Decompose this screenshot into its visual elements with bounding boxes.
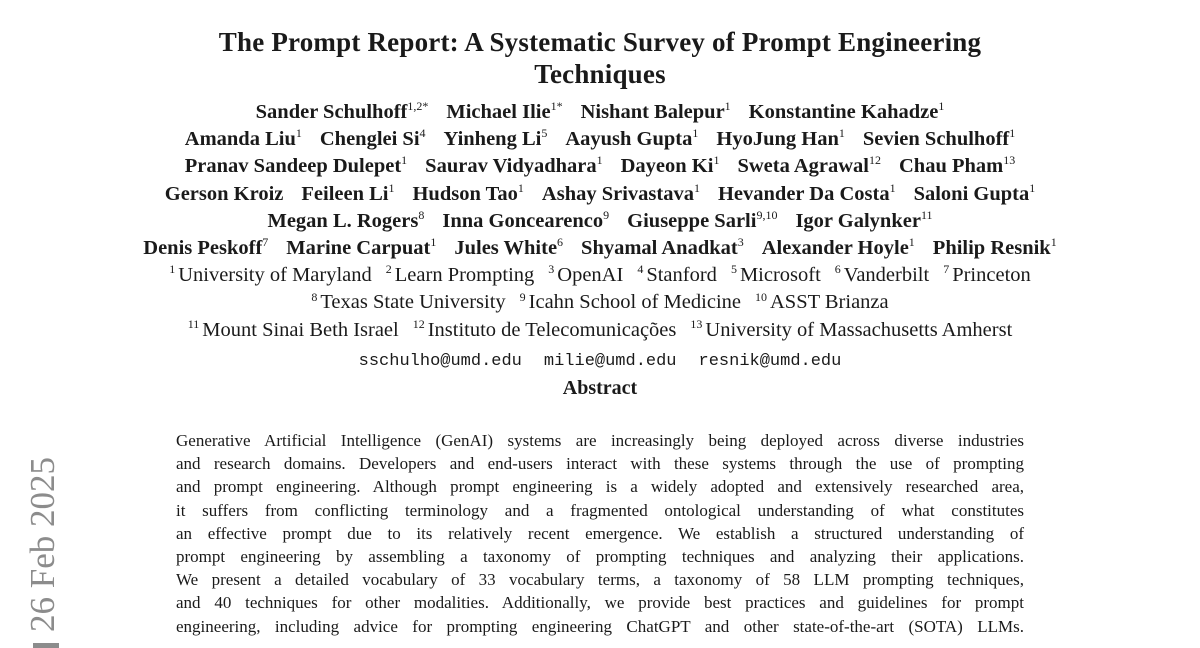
author-entry	[320, 128, 426, 150]
author-name: Sweta Agrawal	[737, 155, 869, 178]
author-entry	[267, 207, 425, 232]
abstract-line: prompt engineering by assembling a taxonomy of prompting techniques and analyzing their applications.	[176, 547, 1024, 567]
author-name: Hudson Tao	[412, 182, 518, 205]
author-entry	[185, 155, 407, 177]
author-entry	[301, 180, 395, 205]
affiliation-line	[0, 262, 1200, 289]
arxiv-date-watermark: 26 Feb 2025	[23, 457, 62, 632]
affiliation-number: 3	[548, 262, 555, 277]
author-name: Yinheng Li	[443, 128, 542, 151]
author-name: Megan L. Rogers	[267, 209, 419, 232]
author-name: Dayeon Ki	[620, 155, 714, 178]
author-line	[0, 235, 1200, 262]
author-line	[0, 126, 1200, 153]
author-affiliation-superscript: 3	[737, 235, 744, 250]
affiliation-name: Icahn School of Medicine	[528, 291, 741, 314]
author-line	[0, 153, 1200, 180]
affiliation-item	[690, 316, 1013, 341]
author-name: Marine Carpuat	[286, 237, 431, 260]
affiliation-number: 10	[755, 289, 767, 304]
author-entry	[446, 101, 562, 123]
affiliation-item	[731, 264, 821, 286]
affiliation-name: University of Massachusetts Amherst	[705, 318, 1013, 341]
author-affiliation-superscript: 1	[430, 235, 437, 250]
author-entry	[256, 101, 429, 123]
affiliation-item	[169, 264, 372, 286]
author-affiliation-superscript: 1	[596, 153, 603, 168]
author-name: Sander Schulhoff	[255, 101, 408, 123]
author-affiliation-superscript: 1	[838, 126, 845, 141]
affiliation-line	[0, 317, 1200, 344]
watermark-clipped-glyph	[33, 643, 59, 648]
author-entry	[863, 128, 1015, 150]
abstract-line: and 40 techniques for other modalities. Additionally, we provide best practices and guidelines for prompt	[176, 593, 1024, 613]
affiliation-number: 2	[385, 262, 392, 277]
affiliation-number: 1	[169, 262, 176, 277]
author-affiliation-superscript: 1*	[550, 99, 563, 114]
author-entry	[716, 128, 844, 150]
affiliation-name: Microsoft	[739, 264, 821, 287]
affiliation-name: Instituto de Telecomunicações	[427, 318, 677, 341]
author-name: Gerson Kroiz	[164, 182, 284, 205]
paper-title	[0, 26, 1200, 90]
author-affiliation-superscript: 9	[603, 207, 610, 222]
author-name: HyoJung Han	[716, 128, 839, 151]
affiliation-name: ASST Brianza	[770, 291, 889, 314]
author-affiliation-superscript: 5	[541, 126, 548, 141]
author-name: Sevien Schulhoff	[862, 128, 1010, 151]
author-name: Hevander Da Costa	[717, 182, 890, 205]
affiliation-number: 13	[690, 316, 703, 331]
affiliation-name: Texas State University	[320, 291, 506, 314]
author-name: Saloni Gupta	[913, 182, 1030, 205]
author-entry	[412, 180, 524, 205]
abstract-line: We present a detailed vocabulary of 33 vocabulary terms, a taxonomy of 58 LLM prompting techniques,	[176, 570, 1024, 590]
author-line	[0, 99, 1200, 126]
author-entry	[541, 180, 700, 205]
author-entry	[762, 237, 915, 259]
affiliation-number: 12	[412, 316, 425, 331]
affiliation-number: 11	[187, 316, 200, 331]
affiliation-name: Learn Prompting	[394, 264, 535, 287]
affiliation-name: Stanford	[646, 264, 717, 287]
affiliation-name: OpenAI	[557, 264, 624, 287]
author-name: Shyamal Anadkat	[581, 237, 738, 260]
author-affiliation-superscript: 9,10	[756, 207, 778, 222]
author-entry	[933, 237, 1057, 259]
author-entry	[899, 155, 1015, 177]
affiliation-number: 9	[519, 289, 526, 304]
author-affiliation-superscript: 13	[1003, 153, 1016, 168]
affiliation-name: Vanderbilt	[843, 264, 930, 287]
affiliation-item	[637, 264, 717, 286]
author-entry	[621, 155, 720, 177]
author-affiliation-superscript: 1	[517, 180, 524, 195]
affiliation-item	[943, 264, 1031, 286]
email-address: resnik@umd.edu	[698, 352, 842, 371]
author-entry	[286, 237, 436, 259]
affiliation-number: 5	[730, 262, 737, 277]
abstract-line: it suffers from conflicting terminology and a fragmented ontological understanding of what constitutes	[176, 500, 1024, 520]
affiliation-item	[835, 264, 929, 286]
author-entry	[717, 180, 896, 205]
abstract-line: and prompt engineering. Although prompt engineering is a widely adopted and extensively researched area,	[176, 477, 1024, 497]
author-affiliation-superscript: 1	[724, 99, 731, 114]
author-affiliation-superscript: 7	[262, 235, 269, 250]
author-name: Pranav Sandeep Dulepet	[184, 155, 402, 178]
author-affiliation-superscript: 1	[713, 153, 720, 168]
author-affiliation-superscript: 1	[692, 126, 699, 141]
affiliation-number: 4	[637, 262, 644, 277]
affiliation-name: University of Maryland	[178, 264, 372, 287]
affiliation-item	[755, 291, 889, 313]
affiliation-item	[548, 264, 623, 286]
abstract-body	[176, 429, 1024, 638]
author-affiliation-superscript: 8	[418, 207, 425, 222]
author-affiliation-superscript: 4	[419, 126, 426, 141]
author-name: Giuseppe Sarli	[627, 209, 757, 232]
affiliation-name: Princeton	[952, 264, 1031, 287]
author-name: Inna Goncearenco	[442, 209, 604, 232]
author-entry	[444, 128, 548, 150]
author-name: Denis Peskoff	[143, 237, 263, 260]
affiliation-item	[412, 316, 677, 341]
author-entry	[581, 101, 731, 123]
author-affiliation-superscript: 1	[889, 180, 896, 195]
author-entry	[425, 155, 602, 177]
contact-emails	[0, 352, 1200, 371]
author-affiliation-superscript: 11	[920, 207, 933, 222]
author-name: Konstantine Kahadze	[748, 101, 939, 123]
paper-title-line2: Techniques	[534, 59, 666, 89]
author-name: Philip Resnik	[932, 237, 1051, 260]
paper-title-line1: The Prompt Report: A Systematic Survey of Prompt Engineering	[218, 27, 982, 57]
author-affiliation-superscript: 1	[1009, 126, 1016, 141]
author-affiliation-superscript: 1	[938, 99, 945, 114]
author-name: Igor Galynker	[795, 209, 921, 232]
author-entry	[627, 207, 778, 232]
author-name: Jules White	[454, 237, 558, 260]
author-affiliation-superscript: 1	[401, 153, 408, 168]
author-name: Aayush Gupta	[565, 128, 693, 151]
author-entry	[143, 237, 268, 259]
author-name: Michael Ilie	[446, 101, 551, 123]
author-entry	[795, 207, 933, 232]
author-affiliation-superscript: 12	[868, 153, 881, 168]
email-address: milie@umd.edu	[543, 352, 677, 371]
author-entry	[454, 237, 563, 259]
authors-and-affiliations	[0, 99, 1200, 344]
affiliation-number: 6	[834, 262, 841, 277]
author-entry	[442, 207, 610, 232]
author-affiliation-superscript: 1	[388, 180, 395, 195]
author-line	[0, 181, 1200, 208]
author-name: Chenglei Si	[319, 128, 420, 151]
author-affiliation-superscript: 1	[693, 180, 700, 195]
author-affiliation-superscript: 1	[1050, 235, 1057, 250]
abstract-line: an effective prompt due to its relatively recent emergence. We establish a structured understanding of	[176, 523, 1024, 543]
author-name: Alexander Hoyle	[761, 237, 909, 260]
author-affiliation-superscript: 1	[1029, 180, 1036, 195]
affiliation-item	[187, 316, 399, 341]
author-name: Saurav Vidyadhara	[425, 155, 597, 178]
abstract-line: engineering, including advice for prompting engineering ChatGPT and other state-of-the-art (SOTA) LLMs.	[176, 616, 1024, 636]
author-entry	[913, 180, 1036, 205]
author-entry	[581, 237, 744, 259]
abstract-heading: Abstract	[562, 377, 638, 399]
author-name: Chau Pham	[898, 155, 1004, 178]
author-affiliation-superscript: 1	[908, 235, 915, 250]
affiliation-number: 7	[943, 262, 950, 277]
author-entry	[165, 183, 284, 205]
author-affiliation-superscript: 6	[557, 235, 564, 250]
author-name: Nishant Balepur	[580, 101, 725, 123]
author-entry	[565, 128, 698, 150]
affiliation-item	[520, 291, 741, 313]
author-name: Ashay Srivastava	[541, 182, 694, 205]
abstract-line: Generative Artificial Intelligence (GenAI) systems are increasingly being deployed across diverse industries	[176, 431, 1024, 450]
affiliation-item	[386, 264, 535, 286]
abstract-line: and research domains. Developers and end-users interact with these systems through the use of prompting	[176, 454, 1024, 474]
author-entry	[737, 155, 881, 177]
author-affiliation-superscript: 1,2*	[407, 99, 429, 114]
email-address: sschulho@umd.edu	[358, 352, 522, 371]
author-entry	[185, 128, 302, 150]
author-entry	[749, 101, 945, 123]
author-name: Feileen Li	[301, 182, 389, 205]
affiliation-name: Mount Sinai Beth Israel	[202, 318, 399, 341]
author-line	[0, 208, 1200, 235]
author-affiliation-superscript: 1	[295, 126, 302, 141]
affiliation-item	[311, 291, 505, 313]
affiliation-line	[0, 289, 1200, 316]
author-name: Amanda Liu	[184, 128, 296, 151]
affiliation-number: 8	[311, 289, 318, 304]
